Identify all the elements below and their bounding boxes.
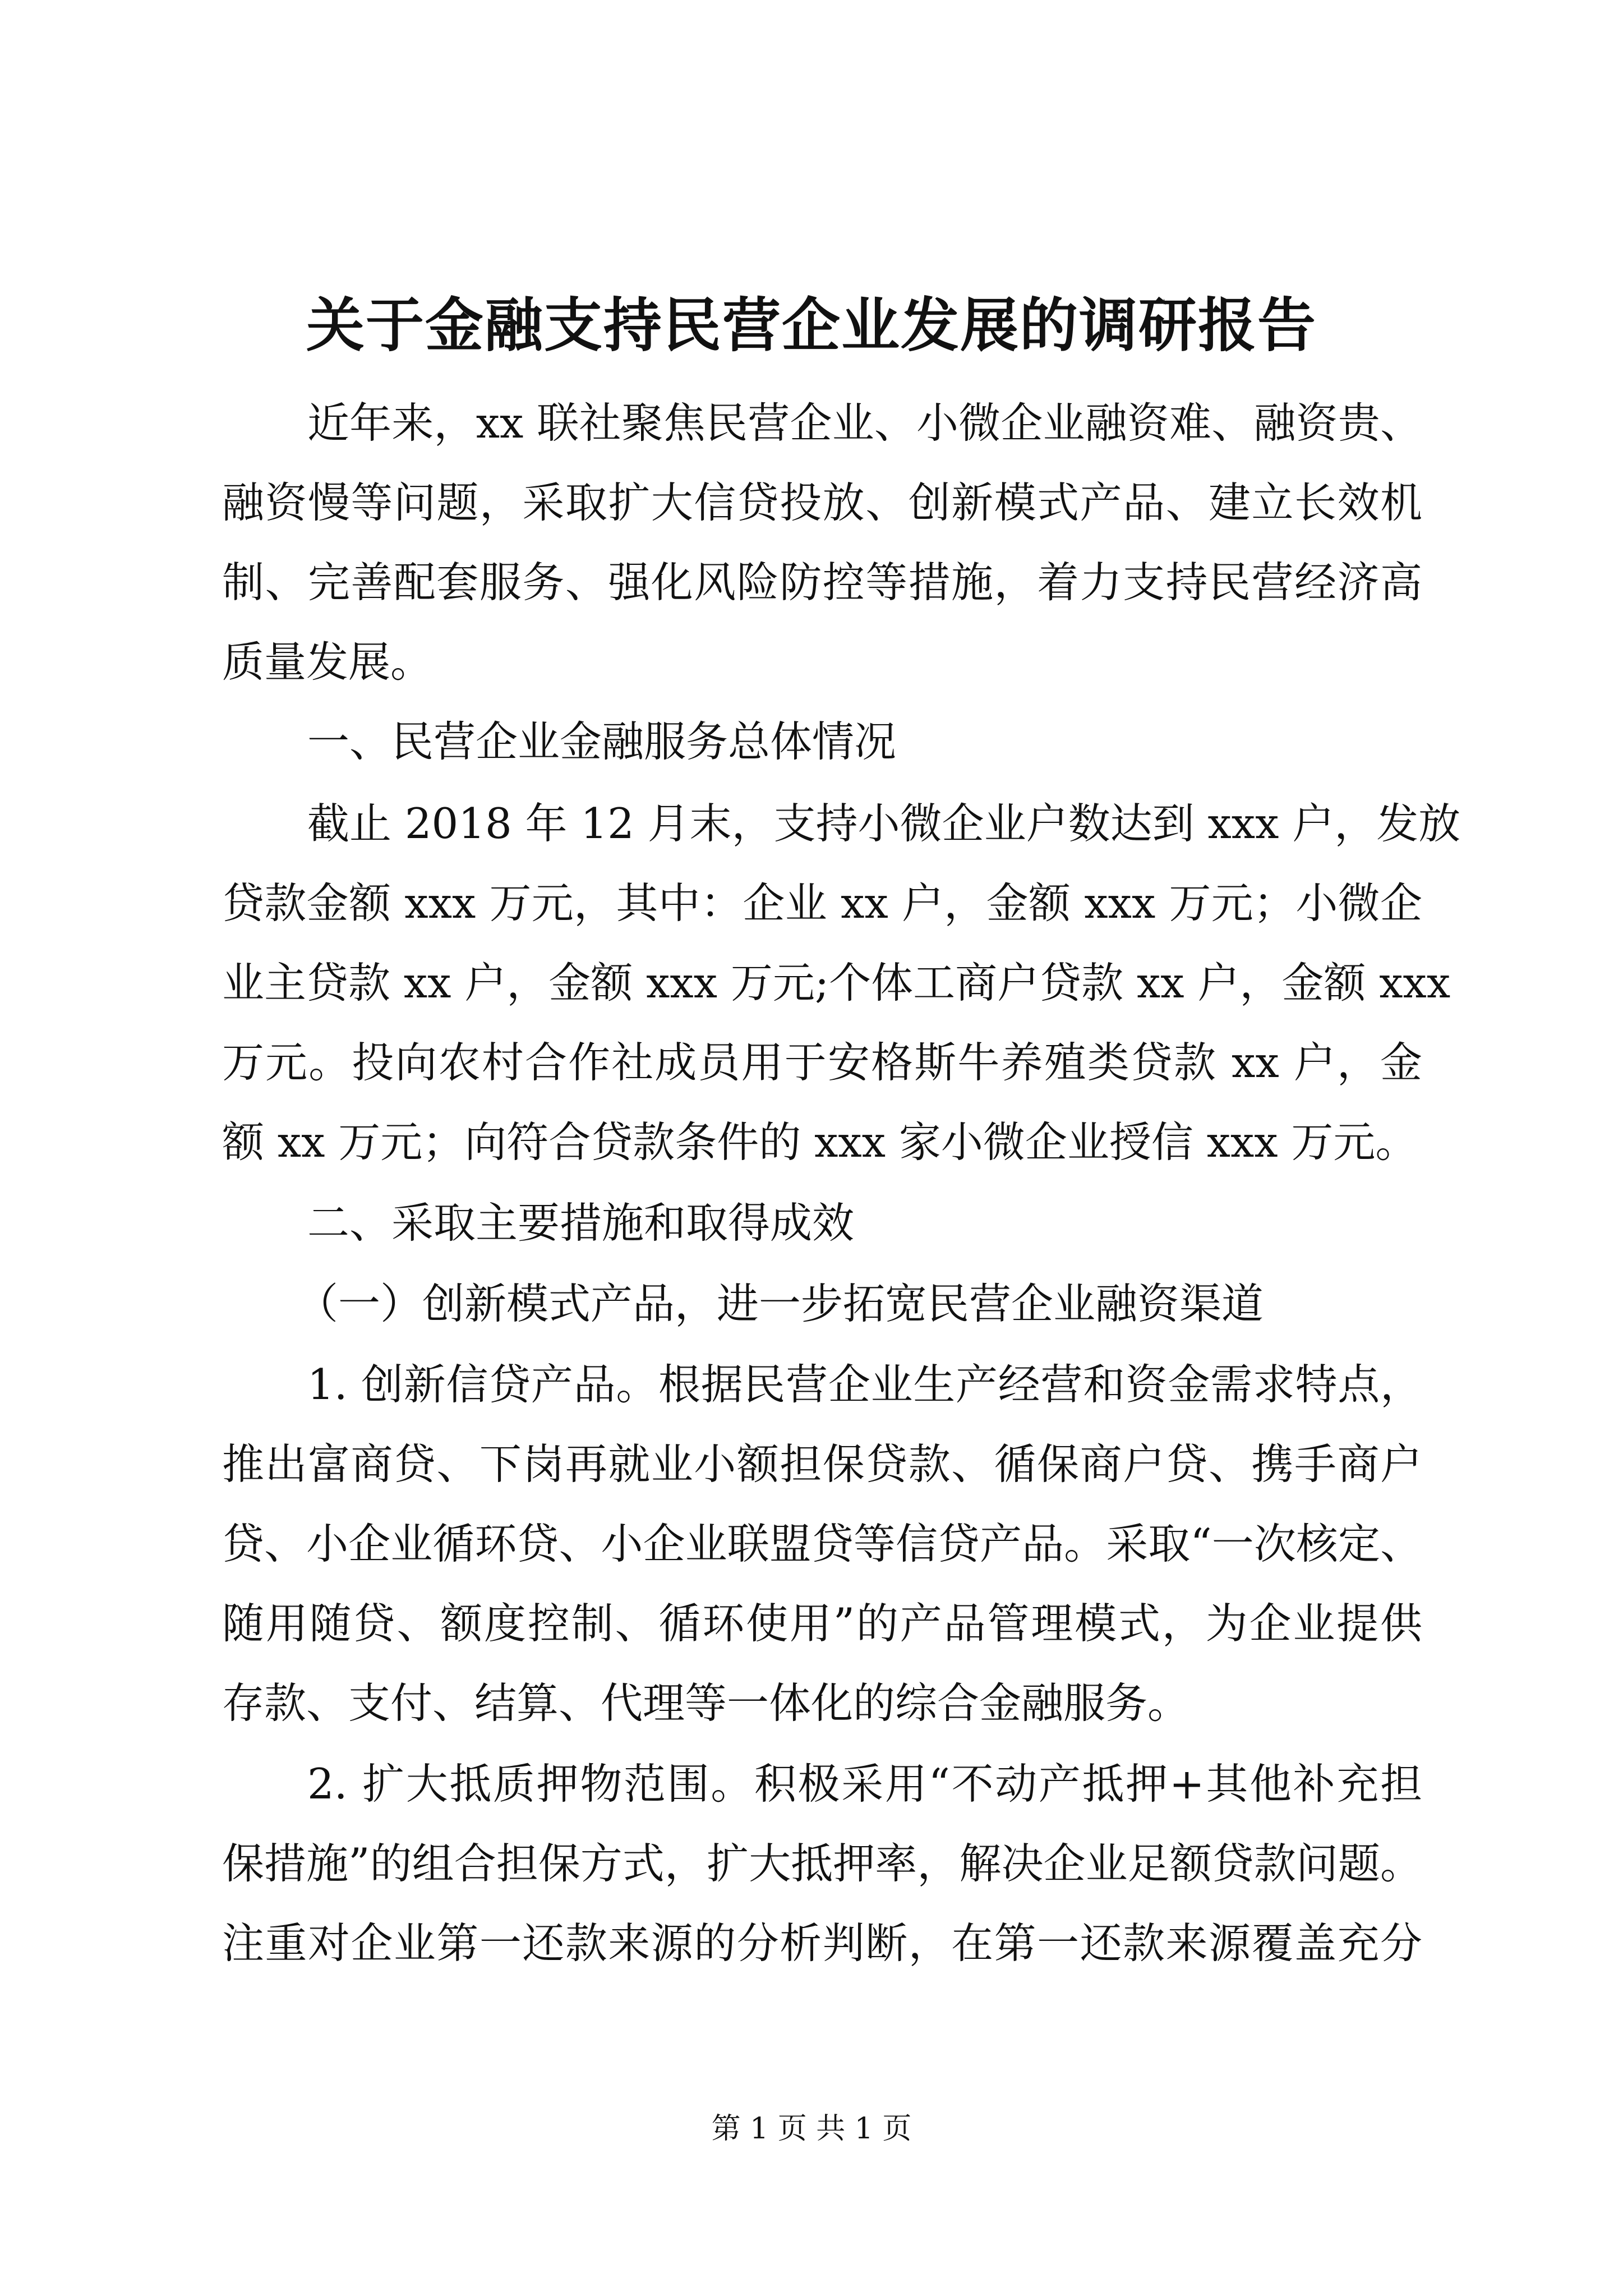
subsection-heading: （一）创新模式产品，进一步拓宽民营企业融资渠道	[296, 1279, 1264, 1328]
paragraph-line: 2. 扩大抵质押物范围。积极采用“不动产抵押+其他补充担	[307, 1759, 1422, 1809]
paragraph-line: 近年来，xx 联社聚焦民营企业、小微企业融资难、融资贵、	[307, 398, 1422, 448]
paragraph-line: 贷、小企业循环贷、小企业联盟贷等信贷产品。采取“一次核定、	[222, 1519, 1422, 1568]
paragraph-line: 制、完善配套服务、强化风险防控等措施，着力支持民营经济高	[222, 558, 1422, 607]
paragraph-line: 质量发展。	[222, 637, 433, 687]
paragraph-line: 万元。投向农村合作社成员用于安格斯牛养殖类贷款 xx 户，金	[222, 1038, 1422, 1087]
paragraph-line: 业主贷款 xx 户，金额 xxx 万元;个体工商户贷款 xx 户，金额 xxx	[222, 958, 1451, 1007]
page-number-footer: 第 1 页 共 1 页	[711, 2112, 912, 2146]
paragraph-line: 截止 2018 年 12 月末，支持小微企业户数达到 xxx 户，发放	[307, 799, 1461, 848]
paragraph-line: 额 xx 万元；向符合贷款条件的 xxx 家小微企业授信 xxx 万元。	[222, 1117, 1418, 1167]
paragraph-line: 保措施”的组合担保方式，扩大抵押率，解决企业足额贷款问题。	[222, 1839, 1422, 1888]
paragraph-line: 注重对企业第一还款来源的分析判断，在第一还款来源覆盖充分	[222, 1918, 1422, 1968]
paragraph-line: 推出富商贷、下岗再就业小额担保贷款、循保商户贷、携手商户	[222, 1439, 1422, 1489]
document-title: 关于金融支持民营企业发展的调研报告	[306, 291, 1317, 360]
section-heading: 一、民营企业金融服务总体情况	[307, 717, 897, 766]
paragraph-line: 存款、支付、结算、代理等一体化的综合金融服务。	[222, 1678, 1190, 1728]
paragraph-line: 融资慢等问题，采取扩大信贷投放、创新模式产品、建立长效机	[222, 478, 1422, 527]
section-heading: 二、采取主要措施和取得成效	[307, 1198, 855, 1248]
paragraph-line: 1. 创新信贷产品。根据民营企业生产经营和资金需求特点，	[307, 1360, 1422, 1409]
paragraph-line: 随用随贷、额度控制、循环使用”的产品管理模式，为企业提供	[222, 1599, 1422, 1648]
paragraph-line: 贷款金额 xxx 万元，其中：企业 xx 户，金额 xxx 万元；小微企	[222, 878, 1423, 928]
